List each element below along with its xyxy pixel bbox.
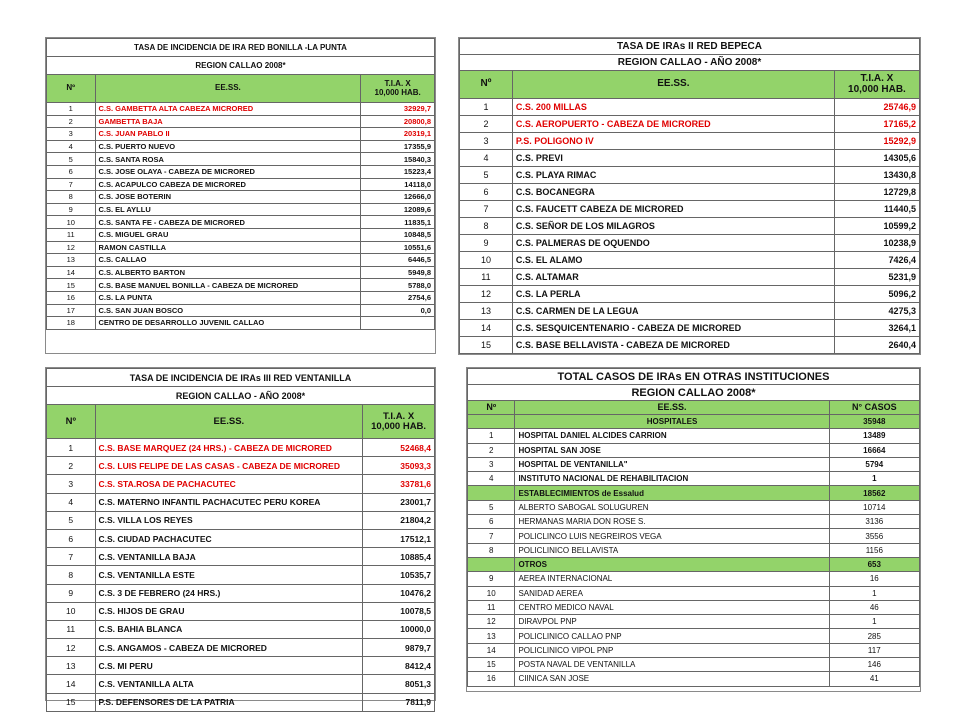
row-value: 146 (829, 658, 919, 672)
table-row (460, 201, 920, 218)
row-number: 6 (47, 165, 96, 178)
row-value: 10476,2 (363, 584, 435, 602)
row-value: 1 (829, 586, 919, 600)
facility-name: C.S. SANTA FE - CABEZA DE MICRORED (95, 216, 361, 229)
row-number: 12 (460, 286, 513, 303)
row-number: 5 (47, 153, 96, 166)
row-value: 5949,8 (361, 266, 435, 279)
table-row (47, 279, 435, 292)
facility-name: C.S. CIUDAD PACHACUTEC (95, 529, 363, 547)
row-value: 10551,6 (361, 241, 435, 254)
table-row (460, 218, 920, 235)
facility-name: HOSPITAL SAN JOSE (515, 443, 829, 457)
table-title: TASA DE INCIDENCIA DE IRAs III RED VENTANILLA (47, 369, 435, 387)
row-value: 10535,7 (363, 566, 435, 584)
col-header-rate: T.I.A. X 10,000 HAB. (361, 75, 435, 103)
table-row (47, 511, 435, 529)
row-number: 9 (47, 584, 96, 602)
facility-name: POLICLINCO LUIS NEGREIROS VEGA (515, 529, 829, 543)
table-row (468, 615, 920, 629)
facility-name: C.S. PREVI (512, 150, 834, 167)
row-value: 15840,3 (361, 153, 435, 166)
facility-name: C.S. LA PUNTA (95, 291, 361, 304)
table-title: TOTAL CASOS DE IRAs EN OTRAS INSTITUCIONES (468, 369, 920, 385)
row-value: 3556 (829, 529, 919, 543)
table-row (468, 586, 920, 600)
row-number: 2 (460, 116, 513, 133)
facility-name: C.S. MATERNO INFANTIL PACHACUTEC PERU KOREA (95, 493, 363, 511)
facility-name: C.S. ACAPULCO CABEZA DE MICRORED (95, 178, 361, 191)
table-row (47, 693, 435, 711)
table-row (460, 269, 920, 286)
table-body (47, 39, 435, 330)
row-value: 10714 (829, 500, 919, 514)
row-number: 14 (468, 643, 515, 657)
row-number: 2 (47, 115, 96, 128)
row-value: 15223,4 (361, 165, 435, 178)
table-row (460, 150, 920, 167)
facility-name: P.S. DEFENSORES DE LA PATRIA (95, 693, 363, 711)
row-value: 2754,6 (361, 291, 435, 304)
facility-name: C.S. VILLA LOS REYES (95, 511, 363, 529)
row-value: 17165,2 (834, 116, 919, 133)
table-row (460, 167, 920, 184)
row-number: 11 (460, 269, 513, 286)
col-header-rate: T.I.A. X 10,000 HAB. (363, 405, 435, 439)
table-row (47, 584, 435, 602)
table-row (47, 228, 435, 241)
row-number: 16 (47, 291, 96, 304)
section-total: 653 (829, 557, 919, 571)
row-value: 16 (829, 572, 919, 586)
table-row (468, 529, 920, 543)
row-value: 5788,0 (361, 279, 435, 292)
row-number: 9 (468, 572, 515, 586)
row-number: 15 (468, 658, 515, 672)
row-value: 8051,3 (363, 675, 435, 693)
table-subtitle: REGION CALLAO 2008* (47, 57, 435, 75)
row-number: 7 (468, 529, 515, 543)
row-value: 3136 (829, 515, 919, 529)
table-row (47, 602, 435, 620)
row-value: 17355,9 (361, 140, 435, 153)
row-number: 14 (47, 266, 96, 279)
row-value: 5231,9 (834, 269, 919, 286)
section-label: ESTABLECIMIENTOS de Essalud (515, 486, 829, 500)
row-value: 0,0 (361, 304, 435, 317)
row-value: 2640,4 (834, 337, 919, 354)
table-row (47, 566, 435, 584)
facility-name: C.S. JOSE BOTERIN (95, 191, 361, 204)
row-value (361, 317, 435, 330)
table-row (460, 99, 920, 116)
row-value: 4275,3 (834, 303, 919, 320)
table-row (47, 675, 435, 693)
row-value: 12089,6 (361, 203, 435, 216)
row-number: 3 (468, 457, 515, 471)
row-number (468, 557, 515, 571)
row-value: 23001,7 (363, 493, 435, 511)
facility-name: C.S. JOSE OLAYA - CABEZA DE MICRORED (95, 165, 361, 178)
row-value: 17512,1 (363, 529, 435, 547)
table-row (47, 165, 435, 178)
col-header-number: Nº (468, 401, 515, 415)
row-number: 2 (468, 443, 515, 457)
row-number: 11 (468, 600, 515, 614)
facility-name: C.S. CALLAO (95, 254, 361, 267)
row-value: 1156 (829, 543, 919, 557)
table-body (47, 369, 435, 712)
row-number: 13 (460, 303, 513, 320)
row-value: 10000,0 (363, 620, 435, 638)
row-value: 5096,2 (834, 286, 919, 303)
section-row (468, 415, 920, 429)
row-number: 15 (460, 337, 513, 354)
table-row (460, 286, 920, 303)
table-row (460, 337, 920, 354)
facility-name: C.S. EL ALAMO (512, 252, 834, 269)
facility-name: C.S. MI PERU (95, 657, 363, 675)
row-value: 13430,8 (834, 167, 919, 184)
facility-name: GAMBETTA BAJA (95, 115, 361, 128)
row-value: 10078,5 (363, 602, 435, 620)
table-row (468, 543, 920, 557)
facility-name: C.S. ALTAMAR (512, 269, 834, 286)
row-number: 12 (468, 615, 515, 629)
table-row (468, 658, 920, 672)
row-number: 10 (47, 602, 96, 620)
table-row (47, 254, 435, 267)
row-number: 10 (460, 252, 513, 269)
table-row (47, 241, 435, 254)
row-value: 10885,4 (363, 548, 435, 566)
table-row (468, 429, 920, 443)
facility-name: C.S. STA.ROSA DE PACHACUTEC (95, 475, 363, 493)
row-value: 117 (829, 643, 919, 657)
row-number: 9 (47, 203, 96, 216)
row-value: 35093,3 (363, 457, 435, 475)
row-number: 11 (47, 620, 96, 638)
section-row (468, 486, 920, 500)
section-total: 18562 (829, 486, 919, 500)
facility-name: DIRAVPOL PNP (515, 615, 829, 629)
facility-name: C.S. SEÑOR DE LOS MILAGROS (512, 218, 834, 235)
facility-name: C.S. VENTANILLA ESTE (95, 566, 363, 584)
row-number: 10 (468, 586, 515, 600)
row-value: 7811,9 (363, 693, 435, 711)
row-number: 10 (47, 216, 96, 229)
facility-name: C.S. 3 DE FEBRERO (24 HRS.) (95, 584, 363, 602)
facility-name: C.S. PLAYA RIMAC (512, 167, 834, 184)
facility-name: C.S. ALBERTO BARTON (95, 266, 361, 279)
table-row (460, 133, 920, 150)
row-value: 10238,9 (834, 235, 919, 252)
table-row (468, 600, 920, 614)
row-value: 9879,7 (363, 639, 435, 657)
row-number: 13 (468, 629, 515, 643)
facility-name: ALBERTO SABOGAL SOLUGUREN (515, 500, 829, 514)
table-row (47, 203, 435, 216)
table-title: TASA DE IRAs II RED BEPECA (460, 39, 920, 55)
row-value: 33781,6 (363, 475, 435, 493)
row-number: 3 (460, 133, 513, 150)
table-row (47, 457, 435, 475)
section-label: OTROS (515, 557, 829, 571)
facility-name: CENTRO DE DESARROLLO JUVENIL CALLAO (95, 317, 361, 330)
table-body (468, 369, 920, 687)
table-row (47, 153, 435, 166)
table-row (47, 317, 435, 330)
facility-name: C.S. BOCANEGRA (512, 184, 834, 201)
row-number: 16 (468, 672, 515, 686)
row-number: 6 (460, 184, 513, 201)
facility-name: C.S. HIJOS DE GRAU (95, 602, 363, 620)
facility-name: HERMANAS MARIA DON ROSE S. (515, 515, 829, 529)
facility-name: POLICLINICO BELLAVISTA (515, 543, 829, 557)
table-row (47, 657, 435, 675)
table-row (460, 320, 920, 337)
table-row (47, 548, 435, 566)
row-number: 15 (47, 693, 96, 711)
row-value: 6446,5 (361, 254, 435, 267)
row-value: 12729,8 (834, 184, 919, 201)
row-number: 6 (468, 515, 515, 529)
table-subtitle: REGION CALLAO - AÑO 2008* (460, 55, 920, 71)
row-number: 18 (47, 317, 96, 330)
facility-name: C.S. 200 MILLAS (512, 99, 834, 116)
facility-name: C.S. AEROPUERTO - CABEZA DE MICRORED (512, 116, 834, 133)
row-number: 3 (47, 128, 96, 141)
facility-name: C.S. BASE BELLAVISTA - CABEZA DE MICRORED (512, 337, 834, 354)
row-number: 7 (460, 201, 513, 218)
row-number: 8 (468, 543, 515, 557)
facility-name: C.S. VENTANILLA ALTA (95, 675, 363, 693)
row-value: 14305,6 (834, 150, 919, 167)
facility-name: C.S. BAHIA BLANCA (95, 620, 363, 638)
facility-name: INSTITUTO NACIONAL DE REHABILITACION (515, 472, 829, 486)
facility-name: C.S. BASE MARQUEZ (24 HRS.) - CABEZA DE MICRORED (95, 439, 363, 457)
col-header-facility: EE.SS. (95, 405, 363, 439)
row-number: 13 (47, 254, 96, 267)
row-value: 41 (829, 672, 919, 686)
row-number: 14 (460, 320, 513, 337)
col-header-cases: N° CASOS (829, 401, 919, 415)
table-subtitle: REGION CALLAO 2008* (468, 385, 920, 401)
row-number: 4 (468, 472, 515, 486)
row-number: 9 (460, 235, 513, 252)
row-value: 16664 (829, 443, 919, 457)
facility-name: P.S. POLIGONO IV (512, 133, 834, 150)
table-row (460, 235, 920, 252)
facility-name: HOSPITAL DANIEL ALCIDES CARRION (515, 429, 829, 443)
table-row (468, 515, 920, 529)
row-number: 17 (47, 304, 96, 317)
table-row (47, 475, 435, 493)
row-value: 12666,0 (361, 191, 435, 204)
table-row (47, 103, 435, 116)
facility-name: C.S. VENTANILLA BAJA (95, 548, 363, 566)
facility-name: C.S. BASE MANUEL BONILLA - CABEZA DE MICRORED (95, 279, 361, 292)
row-value: 1 (829, 472, 919, 486)
row-number: 4 (47, 140, 96, 153)
facility-name: C.S. SAN JUAN BOSCO (95, 304, 361, 317)
table-red-ventanilla (45, 367, 436, 708)
row-value: 10848,5 (361, 228, 435, 241)
table-row (47, 529, 435, 547)
table-row (460, 252, 920, 269)
row-number: 8 (47, 566, 96, 584)
facility-name: POLICLINICO CALLAO PNP (515, 629, 829, 643)
row-value: 32929,7 (361, 103, 435, 116)
col-header-number: Nº (460, 71, 513, 99)
facility-name: SANIDAD AEREA (515, 586, 829, 600)
row-value: 25746,9 (834, 99, 919, 116)
facility-name: POSTA NAVAL DE VENTANILLA (515, 658, 829, 672)
table-row (468, 443, 920, 457)
col-header-facility: EE.SS. (512, 71, 834, 99)
col-header-facility: EE.SS. (515, 401, 829, 415)
row-value: 11440,5 (834, 201, 919, 218)
table-row (460, 184, 920, 201)
row-value: 46 (829, 600, 919, 614)
table-row (468, 643, 920, 657)
table-row (460, 303, 920, 320)
row-number: 8 (47, 191, 96, 204)
table-title: TASA DE INCIDENCIA DE IRA RED BONILLA -LA PUNTA (47, 39, 435, 57)
section-label: HOSPITALES (515, 415, 829, 429)
table-body (460, 39, 920, 354)
facility-name: C.S. FAUCETT CABEZA DE MICRORED (512, 201, 834, 218)
table-row (47, 216, 435, 229)
section-row (468, 557, 920, 571)
row-number: 5 (47, 511, 96, 529)
table-row (47, 639, 435, 657)
row-number: 15 (47, 279, 96, 292)
table-row (47, 178, 435, 191)
table-row (47, 304, 435, 317)
table-row (468, 500, 920, 514)
row-number: 7 (47, 178, 96, 191)
facility-name: POLICLINICO VIPOL PNP (515, 643, 829, 657)
row-number: 12 (47, 241, 96, 254)
row-number: 7 (47, 548, 96, 566)
row-number: 4 (460, 150, 513, 167)
row-value: 7426,4 (834, 252, 919, 269)
row-number (468, 486, 515, 500)
row-number: 1 (47, 103, 96, 116)
table-row (468, 572, 920, 586)
facility-name: RAMON CASTILLA (95, 241, 361, 254)
facility-name: AEREA INTERNACIONAL (515, 572, 829, 586)
row-number: 6 (47, 529, 96, 547)
row-value: 1 (829, 615, 919, 629)
col-header-rate: T.I.A. X 10,000 HAB. (834, 71, 919, 99)
table-subtitle: REGION CALLAO - AÑO 2008* (47, 387, 435, 405)
table-row (47, 291, 435, 304)
row-value: 10599,2 (834, 218, 919, 235)
facility-name: HOSPITAL DE VENTANILLA" (515, 457, 829, 471)
row-number: 11 (47, 228, 96, 241)
facility-name: C.S. MIGUEL GRAU (95, 228, 361, 241)
row-number: 1 (47, 439, 96, 457)
table-row (460, 116, 920, 133)
row-value: 3264,1 (834, 320, 919, 337)
row-number: 14 (47, 675, 96, 693)
col-header-facility: EE.SS. (95, 75, 361, 103)
table-row (47, 140, 435, 153)
table-row (468, 457, 920, 471)
row-value: 52468,4 (363, 439, 435, 457)
row-number: 5 (460, 167, 513, 184)
col-header-number: Nº (47, 75, 96, 103)
row-number: 13 (47, 657, 96, 675)
row-value: 5794 (829, 457, 919, 471)
col-header-number: Nº (47, 405, 96, 439)
table-row (468, 629, 920, 643)
row-value: 14118,0 (361, 178, 435, 191)
row-number: 3 (47, 475, 96, 493)
table-row (47, 115, 435, 128)
row-number: 5 (468, 500, 515, 514)
table-row (47, 266, 435, 279)
row-number (468, 415, 515, 429)
row-number: 1 (468, 429, 515, 443)
section-total: 35948 (829, 415, 919, 429)
facility-name: C.S. EL AYLLU (95, 203, 361, 216)
row-number: 4 (47, 493, 96, 511)
table-otras-instituciones (466, 367, 921, 692)
table-row (47, 128, 435, 141)
row-number: 1 (460, 99, 513, 116)
row-number: 12 (47, 639, 96, 657)
facility-name: C.S. CARMEN DE LA LEGUA (512, 303, 834, 320)
table-row (47, 493, 435, 511)
facility-name: C.S. SESQUICENTENARIO - CABEZA DE MICRORED (512, 320, 834, 337)
row-value: 20800,8 (361, 115, 435, 128)
facility-name: C.S. PALMERAS DE OQUENDO (512, 235, 834, 252)
table-red-bonilla (45, 37, 436, 354)
row-value: 11835,1 (361, 216, 435, 229)
facility-name: C.S. LUIS FELIPE DE LAS CASAS - CABEZA DE MICRORED (95, 457, 363, 475)
facility-name: C.S. SANTA ROSA (95, 153, 361, 166)
table-row (47, 620, 435, 638)
row-number: 8 (460, 218, 513, 235)
table-row (468, 672, 920, 686)
row-value: 20319,1 (361, 128, 435, 141)
facility-name: CENTRO MEDICO NAVAL (515, 600, 829, 614)
row-number: 2 (47, 457, 96, 475)
facility-name: C.S. LA PERLA (512, 286, 834, 303)
row-value: 8412,4 (363, 657, 435, 675)
facility-name: C.S. PUERTO NUEVO (95, 140, 361, 153)
facility-name: CIINICA SAN JOSE (515, 672, 829, 686)
facility-name: C.S. JUAN PABLO II (95, 128, 361, 141)
table-row (468, 472, 920, 486)
row-value: 15292,9 (834, 133, 919, 150)
table-row (47, 439, 435, 457)
facility-name: C.S. ANGAMOS - CABEZA DE MICRORED (95, 639, 363, 657)
row-value: 21804,2 (363, 511, 435, 529)
row-value: 285 (829, 629, 919, 643)
table-row (47, 191, 435, 204)
facility-name: C.S. GAMBETTA ALTA CABEZA MICRORED (95, 103, 361, 116)
table-red-bepeca (458, 37, 921, 355)
row-value: 13489 (829, 429, 919, 443)
